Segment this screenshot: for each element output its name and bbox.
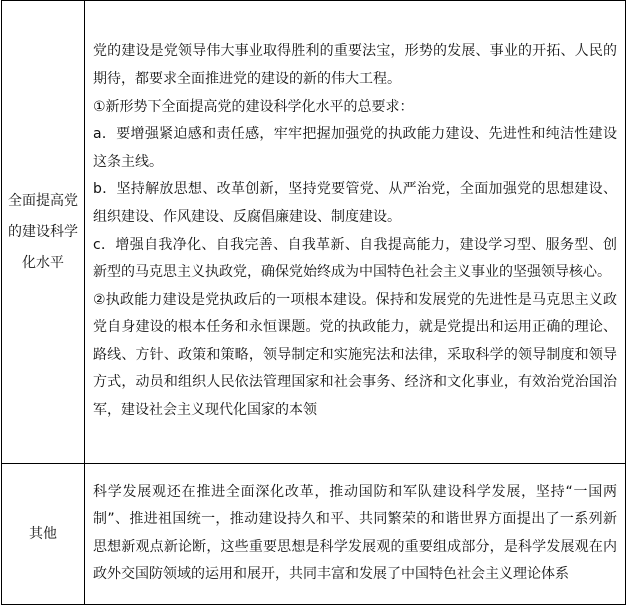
paragraph-intro: 党的建设是党领导伟大事业取得胜利的重要法宝，形势的发展、事业的开拓、人民的期待，都要求全面推进党的建设的新的伟大工程。 [93,43,617,87]
paragraph-item-b: b．坚持解放思想、改革创新，坚持党要管党、从严治党，全面加强党的思想建设、组织建设、作风建设、反腐倡廉建设、制度建设。 [93,181,617,225]
paragraph-item-c: c．增强自我净化、自我完善、自我革新、自我提高能力，建设学习型、服务型、创新型的马克思主义执政党，确保党始终成为中国特色社会主义事业的坚强领导核心。 [93,236,617,281]
row-body-other [85,464,626,605]
table-row-party-building [2,1,626,464]
paragraph-item-a: a．要增强紧迫感和责任感，牢牢把握加强党的执政能力建设、先进性和纯洁性建设这条主线。 [93,126,617,170]
paragraph-governing-capacity: ②执政能力建设是党执政后的一项根本建设。保持和发展党的先进性是马克思主义政党自身建设的根本任务和永恒课题。党的执政能力，就是党提出和运用正确的理论、路线、方针、政策和策略，领导制定和实施宪法和法律，采取科学的领导制度和领导方式，动员和组织人民依法管理国家和社会事务、经济和文化事业，有效治党治国治军，建设社会主义现代化国家的本领 [93,291,617,419]
row-label-other: 其他 [2,464,85,605]
table-row-other [2,464,626,605]
row-body-party-building [85,1,626,464]
content-table [1,0,626,605]
paragraph-scientific-outlook: 科学发展观还在推进全面深化改革，推动国防和军队建设科学发展，坚持“一国两制”、推进祖国统一，推动建设持久和平、共同繁荣的和谐世界方面提出了一系列新思想新观点新论断，这些重要思想是科学发展观的重要组成部分，是科学发展观在内政外交国防领域的运用和展开，共同丰富和发展了中国特色社会主义理论体系 [93,483,617,582]
row-label-party-building: 全面提高党的建设科学化水平 [2,1,85,464]
paragraph-general-requirements: ①新形势下全面提高党的建设科学化水平的总要求： [93,98,414,115]
